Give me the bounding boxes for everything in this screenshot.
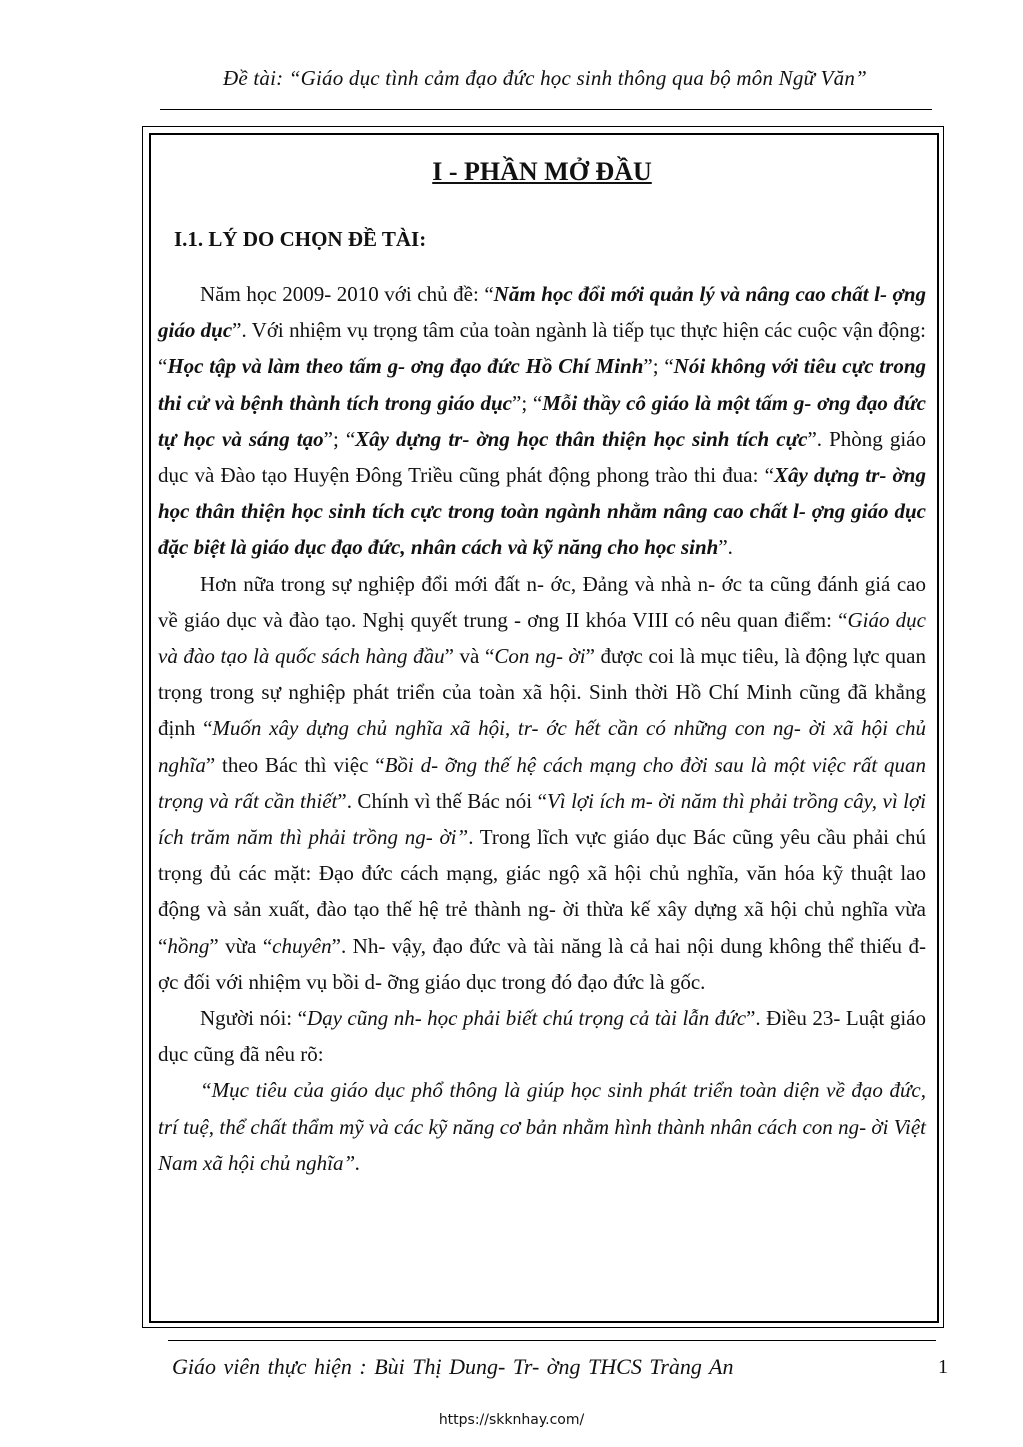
text-run: ”; “ — [512, 390, 543, 415]
footer-author: Giáo viên thực hiện : Bùi Thị Dung- Tr- ờng THCS Tràng An — [172, 1354, 734, 1379]
paragraph-2 — [158, 566, 926, 1000]
section-heading: I.1. LÝ DO CHỌN ĐỀ TÀI: — [174, 227, 427, 251]
paragraph-3 — [158, 1000, 926, 1072]
text-run: ”. Nh- vậy, đạo đức và tài năng là cả hai nội dung không thể thiếu đ- ợc đối với nhiệm vụ bồi d- ỡng giáo dục trong đó đạo đức là gốc. — [158, 933, 926, 994]
text-run: Dạy cũng nh- học phải biết chú trọng cả tài lẫn đức — [306, 1006, 747, 1031]
text-run: ”; “ — [323, 426, 356, 451]
page-number: 1 — [938, 1356, 948, 1378]
text-run: Năm học 2009- 2010 với chủ đề: “ — [200, 282, 494, 306]
text-run: hồng — [167, 933, 210, 958]
text-run: Con ng- ời — [494, 644, 586, 669]
text-run: ”. — [718, 535, 733, 560]
text-run: Vì lợi ích m- ời năm thì phải trồng cây, vì lợi ích trăm năm thì phải trồng ng- ời” — [158, 788, 927, 850]
text-run: ”. Điều 23- Luật giáo dục cũng đã nêu rõ: — [158, 1006, 926, 1067]
chapter-title: I - PHẦN MỞ ĐẦU — [432, 157, 652, 186]
text-run: Người nói: “ — [200, 1006, 307, 1031]
text-run: “Mục tiêu của giáo dục phổ thông là giúp học sinh phát triển toàn diện về đạo đức, trí tuệ, thể chất thẩm mỹ và các kỹ năng cơ bản nhằm hình thành nhân cách con ng- ời Việt Nam xã hội chủ nghĩa”. — [158, 1078, 926, 1175]
text-run: ”. Với nhiệm vụ trọng tâm của toàn ngành là tiếp tục thực hiện các cuộc vận động: “ — [158, 318, 926, 379]
text-run: Mỗi thầy cô giáo là một tấm g- ơng đạo đức tự học và sáng tạo — [158, 390, 926, 451]
text-run: Bồi d- ỡng thế hệ cách mạng cho đời sau là một việc rất quan trọng và rất cần thiết — [158, 752, 926, 813]
text-run: ” theo Bác thì việc “ — [205, 752, 385, 777]
text-run: Năm học đổi mới quản lý và nâng cao chất l- ợng giáo dục — [158, 282, 926, 343]
text-run: ”. Phòng giáo dục và Đào tạo Huyện Đông Triều cũng phát động phong trào thi đua: “ — [158, 426, 926, 488]
text-run: Xây dựng tr- ờng học thân thiện học sinh tích cực trong toàn ngành nhằm nâng cao chất l- ợng giáo dục đặc biệt là giáo dục đạo đức, nhân cách và kỹ năng cho học sinh — [158, 463, 926, 560]
text-run: Xây dựng tr- ờng học thân thiện học sinh tích cực — [355, 426, 808, 451]
text-run: Giáo dục và đào tạo là quốc sách hàng đầu — [158, 607, 926, 669]
text-run: chuyên — [272, 933, 332, 958]
text-run: Muốn xây dựng chủ nghĩa xã hội, tr- ớc hết cần có những con ng- ời xã hội chủ nghĩa — [158, 716, 926, 777]
header-title: Đề tài: “Giáo dục tình cảm đạo đức học sinh thông qua bộ môn Ngữ Văn” — [223, 66, 867, 90]
text-run: ” vừa “ — [209, 933, 273, 958]
header-divider — [160, 109, 932, 110]
text-run: ” được coi là mục tiêu, là động lực quan trọng trong sự nghiệp phát triển của toàn xã hội. Sinh thời Hồ Chí Minh cũng đã khẳng định “ — [158, 644, 926, 741]
text-run: ” và “ — [444, 644, 495, 669]
main-content — [158, 145, 926, 1181]
text-run: ”; “ — [643, 354, 674, 379]
text-run: . Trong lĩch vực giáo dục Bác cũng yêu cầu phải chú trọng đủ các mặt: Đạo đức cách mạng, giác ngộ xã hội chủ nghĩa, văn hóa kỹ thuật lao động và sản xuất, đào tạo thế hệ trẻ thành ng- ời thừa kế xây dựng xã hội chủ nghĩa vừa “ — [158, 825, 927, 958]
source-url: https://skknhay.com/ — [438, 1412, 585, 1428]
text-run: ”. Chính vì thế Bác nói “ — [337, 788, 547, 813]
footer-divider — [168, 1340, 936, 1341]
text-run: Hơn nữa trong sự nghiệp đổi mới đất n- ớc, Đảng và nhà n- ớc ta cũng đánh giá cao về giáo dục và đào tạo. Nghị quyết trung - ơng II khóa VIII có nêu quan điểm: “ — [158, 571, 926, 632]
text-run: Học tập và làm theo tấm g- ơng đạo đức Hồ Chí Minh — [167, 354, 644, 379]
paragraph-1 — [158, 276, 926, 566]
paragraph-4-quote — [158, 1072, 926, 1181]
text-run: Nói không với tiêu cực trong thi cử và bệnh thành tích trong giáo dục — [158, 354, 926, 415]
